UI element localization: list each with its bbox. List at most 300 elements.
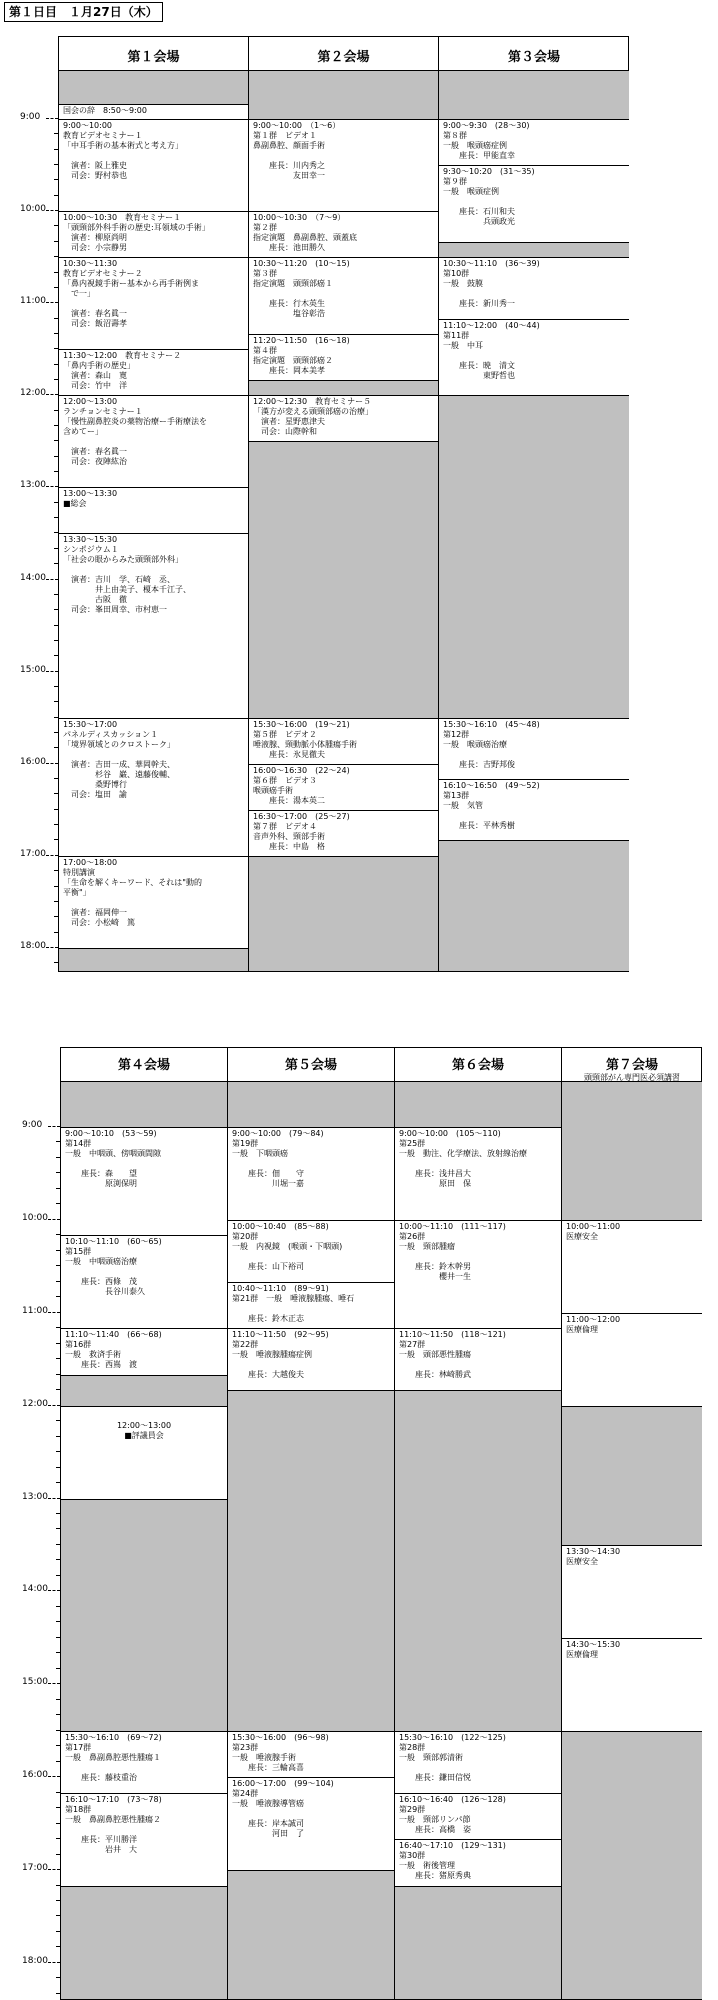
session-block[interactable] bbox=[59, 104, 248, 120]
session-text bbox=[443, 351, 625, 361]
minute-tick bbox=[54, 732, 58, 733]
session-text: 座長：藤枝重治 bbox=[65, 1772, 137, 1782]
minute-tick bbox=[54, 379, 58, 380]
session-text: 一般 中耳 bbox=[443, 340, 483, 350]
session-text: 医療倫理 bbox=[566, 1324, 598, 1334]
session-text: 第４群 bbox=[253, 345, 277, 355]
session-text: 座長：鎌田信悦 bbox=[399, 1772, 471, 1782]
session-text: 座長：川内秀之 bbox=[253, 161, 325, 170]
minute-tick bbox=[54, 870, 58, 871]
session-text: 第29群 bbox=[399, 1804, 426, 1814]
minute-tick bbox=[54, 962, 58, 963]
session-text: 一般 唾液腺手術 bbox=[232, 1752, 296, 1762]
session-block[interactable] bbox=[249, 334, 438, 381]
session-text: 川堀一嘉 bbox=[232, 1179, 304, 1188]
session-text: 演者：森山 寛 bbox=[63, 371, 127, 381]
minute-tick bbox=[56, 1343, 60, 1344]
minute-tick bbox=[54, 886, 58, 887]
session-block[interactable] bbox=[228, 1282, 394, 1329]
session-text: 16:00～16:30 (22～24) bbox=[253, 765, 350, 775]
session-text: 11:20～11:50 (16～18) bbox=[253, 335, 350, 345]
session-text: 11:10～12:00 (40～44) bbox=[443, 320, 540, 330]
session-text: 演者：春名眞一 bbox=[63, 447, 127, 457]
minute-tick bbox=[56, 1931, 60, 1932]
session-block[interactable] bbox=[61, 1406, 227, 1500]
session-text: 9:00～10:00 (105～110) bbox=[399, 1129, 501, 1138]
minute-tick bbox=[56, 1699, 60, 1700]
session-text: 13:30～14:30 bbox=[566, 1546, 621, 1556]
session-block[interactable] bbox=[61, 1731, 227, 1794]
session-text: 「生命を解くキーワード、それは"動的 bbox=[63, 877, 202, 887]
minute-tick bbox=[56, 1544, 60, 1545]
session-text bbox=[65, 1159, 223, 1169]
minute-tick bbox=[56, 1714, 60, 1715]
session-text bbox=[63, 437, 244, 447]
hour-tick bbox=[48, 1219, 60, 1221]
session-text: 演者：阪上雅史 bbox=[63, 161, 127, 170]
venue-column bbox=[562, 1048, 702, 1999]
session-text bbox=[65, 1267, 223, 1277]
session-text: 一般 内視鏡 (喉頭・下咽頭) bbox=[232, 1241, 343, 1251]
minute-tick bbox=[56, 1172, 60, 1173]
minute-tick bbox=[56, 1296, 60, 1297]
session-text: 座長：鈴木正志 bbox=[232, 1313, 304, 1323]
session-text: 12:00～12:30 教育セミナー５ bbox=[253, 397, 372, 407]
session-text: 座長：林崎勝武 bbox=[399, 1370, 471, 1380]
minute-tick bbox=[56, 1358, 60, 1359]
session-text: 含めてー」 bbox=[63, 427, 103, 437]
session-block[interactable] bbox=[59, 257, 248, 350]
session-text: 一般 中咽頭、傍咽頭間隙 bbox=[65, 1149, 161, 1158]
minute-tick bbox=[56, 1374, 60, 1375]
session-text: 一般 唾液腺腫瘍症例 bbox=[232, 1350, 312, 1360]
session-text: 平衡"」 bbox=[63, 887, 91, 897]
venue-column bbox=[61, 1048, 228, 1999]
session-text bbox=[253, 289, 434, 299]
minute-tick bbox=[54, 440, 58, 441]
minute-tick bbox=[56, 1467, 60, 1468]
minute-tick bbox=[56, 1281, 60, 1282]
minute-tick bbox=[56, 1761, 60, 1762]
session-text: 国会の辞 8:50～9:00 bbox=[63, 105, 147, 115]
minute-tick bbox=[54, 256, 58, 257]
session-text: 「中耳手術の基本術式と考え方」 bbox=[63, 141, 183, 150]
session-block[interactable] bbox=[59, 349, 248, 396]
minute-tick bbox=[54, 502, 58, 503]
session-text: 座長：三輪高喜 bbox=[232, 1762, 304, 1772]
session-block[interactable] bbox=[61, 1235, 227, 1329]
session-block[interactable] bbox=[439, 319, 629, 397]
session-block[interactable] bbox=[439, 779, 629, 841]
minute-tick bbox=[54, 594, 58, 595]
minute-tick bbox=[56, 1854, 60, 1855]
session-block[interactable] bbox=[59, 211, 248, 258]
session-text: 第28群 bbox=[399, 1742, 426, 1752]
hour-tick bbox=[48, 1405, 60, 1407]
minute-tick bbox=[54, 348, 58, 349]
session-block[interactable] bbox=[249, 119, 438, 212]
minute-tick bbox=[54, 793, 58, 794]
session-text bbox=[63, 750, 244, 760]
session-block[interactable] bbox=[249, 211, 438, 258]
session-text: 一般 救済手術 bbox=[65, 1350, 121, 1360]
venue-note: 頭頸部がん専門医必須講習 bbox=[584, 1073, 680, 1082]
session-text: 一般 喉頭癌症例 bbox=[443, 141, 507, 150]
session-text: 座長：石川和夫 bbox=[443, 207, 515, 217]
minute-tick bbox=[54, 471, 58, 472]
session-text: 座長：池田勝久 bbox=[253, 243, 325, 253]
time-label: 17:00 bbox=[22, 1863, 48, 1874]
session-text: 演者：星野惠津夫 bbox=[253, 417, 325, 427]
minute-tick bbox=[56, 1420, 60, 1421]
session-text: 第７群 ビデオ４ bbox=[253, 821, 317, 831]
session-text: 長谷川泰久 bbox=[65, 1287, 145, 1297]
session-text: 座長：甲能直幸 bbox=[443, 151, 515, 160]
session-text: 10:00～10:30 （7～9） bbox=[253, 213, 346, 223]
session-text: 「頭頸部外科手術の歴史:耳領域の手術」 bbox=[63, 223, 210, 233]
session-text: 第１群 ビデオ１ bbox=[253, 131, 317, 140]
minute-tick bbox=[54, 932, 58, 933]
session-text: 第23群 bbox=[232, 1742, 259, 1752]
session-block[interactable] bbox=[59, 395, 248, 488]
session-text: 13:00～13:30 bbox=[63, 489, 118, 499]
session-block[interactable] bbox=[61, 1793, 227, 1887]
session-text: 10:00～11:00 bbox=[566, 1221, 621, 1231]
minute-tick bbox=[54, 272, 58, 273]
venue-name: 第７会場 bbox=[605, 1058, 658, 1073]
hour-tick bbox=[46, 302, 58, 304]
session-block[interactable] bbox=[61, 1127, 227, 1236]
session-text: 第20群 bbox=[232, 1231, 259, 1241]
session-text bbox=[63, 151, 244, 161]
minute-tick bbox=[56, 1265, 60, 1266]
session-text: 教育ビデオセミナー２ bbox=[63, 269, 143, 279]
session-block[interactable] bbox=[395, 1839, 561, 1886]
session-text: 第９群 bbox=[443, 177, 467, 187]
session-text: 司会：山際幹和 bbox=[253, 427, 317, 437]
session-text: 座長：西嶌 渡 bbox=[65, 1360, 137, 1370]
session-text: 座長：大越俊夫 bbox=[232, 1370, 304, 1380]
session-text: 座長：新川秀一 bbox=[443, 299, 515, 309]
session-text: 座長：行木英生 bbox=[253, 299, 325, 309]
minute-tick bbox=[56, 1668, 60, 1669]
session-text: 座長：平林秀樹 bbox=[443, 821, 515, 831]
minute-tick bbox=[54, 179, 58, 180]
hour-tick bbox=[48, 1590, 60, 1592]
session-text: 一般 気管 bbox=[443, 801, 483, 811]
minute-tick bbox=[56, 1436, 60, 1437]
session-text: 15:30～16:00 (96～98) bbox=[232, 1732, 329, 1742]
session-text: 14:30～15:30 bbox=[566, 1639, 621, 1649]
minute-tick bbox=[54, 563, 58, 564]
session-text: 第14群 bbox=[65, 1139, 92, 1148]
session-text bbox=[399, 1763, 557, 1773]
session-text: 司会：飯沼壽孝 bbox=[63, 319, 127, 329]
session-text: 一般 頸部リンパ節 bbox=[399, 1814, 471, 1824]
minute-tick bbox=[56, 1885, 60, 1886]
session-text: 第５群 ビデオ２ bbox=[253, 729, 317, 739]
minute-tick bbox=[56, 1745, 60, 1746]
minute-tick bbox=[56, 1327, 60, 1328]
session-text: 10:30～11:20 (10～15) bbox=[253, 259, 350, 269]
venue-header bbox=[395, 1048, 561, 1082]
session-text: 16:40～17:10 (129～131) bbox=[399, 1841, 506, 1851]
session-block[interactable] bbox=[228, 1777, 394, 1871]
session-block[interactable] bbox=[249, 257, 438, 335]
minute-tick bbox=[54, 625, 58, 626]
time-label: 18:00 bbox=[22, 1955, 48, 1966]
minute-tick bbox=[54, 241, 58, 242]
minute-tick bbox=[54, 287, 58, 288]
minute-tick bbox=[54, 916, 58, 917]
session-text bbox=[232, 1159, 390, 1169]
session-block[interactable] bbox=[249, 764, 438, 811]
session-block[interactable] bbox=[249, 395, 438, 442]
minute-tick bbox=[56, 1621, 60, 1622]
session-text: 15:30～17:00 bbox=[63, 719, 118, 729]
session-text: 一般 喉頭癌治療 bbox=[443, 739, 507, 749]
session-text: 原渕保明 bbox=[65, 1179, 137, 1188]
venue-column bbox=[395, 1048, 562, 1999]
venue-name: 第１会場 bbox=[127, 50, 180, 65]
time-label: 10:00 bbox=[20, 204, 46, 215]
session-text: 15:30～16:10 (45～48) bbox=[443, 719, 540, 729]
session-text bbox=[232, 1809, 390, 1819]
session-text: 河田 了 bbox=[232, 1829, 304, 1839]
session-block[interactable] bbox=[59, 718, 248, 857]
session-text: 喉頭癌手術 bbox=[253, 785, 293, 795]
session-text: 医療倫理 bbox=[566, 1649, 598, 1659]
session-text: 12:00～13:00 bbox=[116, 1420, 172, 1430]
session-block[interactable] bbox=[59, 533, 248, 718]
hour-tick bbox=[46, 671, 58, 673]
hour-tick bbox=[46, 210, 58, 212]
minute-tick bbox=[54, 318, 58, 319]
time-label: 13:00 bbox=[20, 480, 46, 491]
session-block[interactable] bbox=[562, 1638, 702, 1732]
session-text: 17:00～18:00 bbox=[63, 857, 118, 867]
session-block[interactable] bbox=[228, 1127, 394, 1221]
session-block[interactable] bbox=[395, 1793, 561, 1840]
session-text: 座長：高橋 姿 bbox=[399, 1824, 471, 1834]
session-text: 10:40～11:10 (89～91) bbox=[232, 1283, 329, 1293]
session-text: 座長：吉野邦俊 bbox=[443, 759, 515, 769]
session-text: 司会：竹中 洋 bbox=[63, 381, 127, 391]
session-text: 「社会の眼からみた頭頸部外科」 bbox=[63, 555, 183, 565]
session-text: 演者：吉川 学、石崎 丞、 bbox=[63, 575, 175, 585]
session-block[interactable] bbox=[59, 856, 248, 949]
session-text: 医療安全 bbox=[566, 1556, 598, 1566]
time-label: 14:00 bbox=[20, 572, 46, 583]
session-text: 第18群 bbox=[65, 1804, 92, 1814]
minute-tick bbox=[54, 548, 58, 549]
hour-tick bbox=[46, 763, 58, 765]
session-text: 一般 動注、化学療法、放射線治療 bbox=[399, 1149, 527, 1158]
session-block[interactable] bbox=[249, 810, 438, 857]
session-text: 第24群 bbox=[232, 1789, 259, 1799]
minute-tick bbox=[54, 717, 58, 718]
session-text: 一般 鼓膜 bbox=[443, 279, 483, 289]
minute-tick bbox=[56, 1993, 60, 1994]
session-text: パネルディスカッション１ bbox=[63, 729, 159, 739]
hour-tick bbox=[48, 1498, 60, 1500]
minute-tick bbox=[54, 333, 58, 334]
session-text: ランチョンセミナー１ bbox=[63, 407, 143, 417]
venue-name: 第４会場 bbox=[117, 1058, 170, 1073]
minute-tick bbox=[56, 1157, 60, 1158]
minute-tick bbox=[54, 747, 58, 748]
session-text: 第21群 一般 唾液腺腫瘍、唾石 bbox=[232, 1293, 355, 1303]
session-block[interactable] bbox=[395, 1220, 561, 1329]
session-block[interactable] bbox=[439, 257, 629, 319]
minute-tick bbox=[56, 1575, 60, 1576]
minute-tick bbox=[54, 839, 58, 840]
session-block[interactable] bbox=[562, 1545, 702, 1639]
day-title: 第１日目 １月27日（木） bbox=[4, 2, 163, 22]
session-block[interactable] bbox=[61, 1328, 227, 1375]
session-block[interactable] bbox=[439, 718, 629, 780]
session-text: 第22群 bbox=[232, 1340, 259, 1350]
hour-tick bbox=[48, 1962, 60, 1964]
session-text: 司会：夜陣紘治 bbox=[63, 457, 127, 467]
session-text: 東野哲也 bbox=[443, 370, 515, 380]
minute-tick bbox=[56, 1451, 60, 1452]
time-label: 18:00 bbox=[20, 940, 46, 951]
session-block[interactable] bbox=[439, 165, 629, 243]
session-block[interactable] bbox=[59, 119, 248, 212]
session-text: 指定演題 鼻副鼻腔、頭蓋底 bbox=[253, 233, 357, 243]
time-label: 11:00 bbox=[20, 296, 46, 307]
session-block[interactable] bbox=[562, 1220, 702, 1314]
session-text: 第10群 bbox=[443, 269, 470, 279]
session-text bbox=[443, 197, 625, 207]
venue-column bbox=[249, 37, 439, 971]
session-text: 9:00～10:00 （1～6） bbox=[253, 121, 341, 130]
session-text: 座長：山下裕司 bbox=[232, 1261, 304, 1271]
session-text: 第15群 bbox=[65, 1247, 92, 1257]
session-block[interactable] bbox=[59, 487, 248, 534]
minute-tick bbox=[56, 1250, 60, 1251]
session-text bbox=[399, 1159, 557, 1169]
session-block[interactable] bbox=[228, 1328, 394, 1391]
session-text: 第11群 bbox=[443, 330, 470, 340]
session-text: 友田幸一 bbox=[253, 171, 325, 180]
minute-tick bbox=[54, 456, 58, 457]
session-text bbox=[443, 811, 625, 821]
session-block[interactable] bbox=[562, 1313, 702, 1407]
session-text bbox=[232, 1304, 390, 1314]
session-text: 第13群 bbox=[443, 791, 470, 801]
session-text: 一般 頸部郭清術 bbox=[399, 1752, 463, 1762]
session-text: 第17群 bbox=[65, 1742, 92, 1752]
session-text: 座長：湯本英二 bbox=[253, 795, 325, 805]
session-text: 座長：岸本誠司 bbox=[232, 1819, 304, 1829]
session-text: 16:10～17:10 (73～78) bbox=[65, 1794, 162, 1804]
session-text: 16:00～17:00 (99～104) bbox=[232, 1779, 334, 1789]
session-text: 司会：峯田周幸、市村恵一 bbox=[63, 605, 167, 615]
session-block[interactable] bbox=[439, 119, 629, 166]
session-text: 11:10～11:50 (118～121) bbox=[399, 1330, 506, 1340]
time-label: 12:00 bbox=[20, 388, 46, 399]
session-text: 第８群 bbox=[443, 131, 467, 140]
hour-tick bbox=[48, 1312, 60, 1314]
session-text: 一般 術後管理 bbox=[399, 1861, 455, 1871]
session-text: 「慢性副鼻腔炎の薬物治療ー手術療法を bbox=[63, 417, 207, 427]
minute-tick bbox=[56, 1838, 60, 1839]
minute-tick bbox=[54, 640, 58, 641]
time-label: 16:00 bbox=[22, 1770, 48, 1781]
session-text bbox=[232, 1360, 390, 1370]
session-block[interactable] bbox=[228, 1220, 394, 1283]
minute-tick bbox=[54, 225, 58, 226]
minute-tick bbox=[54, 686, 58, 687]
minute-tick bbox=[54, 149, 58, 150]
session-text bbox=[63, 565, 244, 575]
session-text bbox=[253, 151, 434, 161]
time-label: 9:00 bbox=[22, 1120, 43, 1130]
hour-tick bbox=[46, 394, 58, 396]
minute-tick bbox=[54, 517, 58, 518]
session-text: 指定演題 頭頸部癌１ bbox=[253, 279, 333, 289]
session-text: 第２群 bbox=[253, 223, 277, 233]
session-text: 座長：森 望 bbox=[65, 1169, 137, 1178]
session-text: 演者：柳原尚明 bbox=[63, 233, 127, 243]
session-text: 12:00～13:00 bbox=[63, 397, 118, 407]
time-label: 13:00 bbox=[22, 1491, 48, 1502]
minute-tick bbox=[54, 164, 58, 165]
time-label: 9:00 bbox=[20, 112, 41, 122]
session-block[interactable] bbox=[395, 1328, 561, 1391]
minute-tick bbox=[56, 1188, 60, 1189]
session-block[interactable] bbox=[395, 1731, 561, 1794]
session-text: 16:10～16:50 (49～52) bbox=[443, 781, 540, 791]
minute-tick bbox=[54, 809, 58, 810]
session-text: 16:30～17:00 (25～27) bbox=[253, 811, 350, 821]
session-text: 第３群 bbox=[253, 269, 277, 279]
venue-header bbox=[59, 37, 248, 71]
venue-name: 第３会場 bbox=[507, 50, 560, 65]
session-text: 一般 頭部悪性腫瘍 bbox=[399, 1350, 471, 1360]
minute-tick bbox=[56, 1141, 60, 1142]
session-text: 司会：小宗静男 bbox=[63, 243, 127, 253]
session-block[interactable] bbox=[395, 1127, 561, 1221]
session-block[interactable] bbox=[249, 718, 438, 765]
venue-column bbox=[59, 37, 249, 971]
time-label: 15:00 bbox=[22, 1677, 48, 1688]
session-text: 特別講演 bbox=[63, 867, 95, 877]
session-text: 10:00～11:10 (111～117) bbox=[399, 1221, 506, 1231]
venue-name: 第６会場 bbox=[451, 1058, 504, 1073]
session-text bbox=[65, 1763, 223, 1773]
session-text: 15:30～16:10 (69～72) bbox=[65, 1732, 162, 1742]
time-label: 17:00 bbox=[20, 848, 46, 859]
session-text: 古阪 徹 bbox=[63, 595, 127, 605]
session-text: 演者：福岡伸一 bbox=[63, 907, 127, 917]
venue-header bbox=[228, 1048, 394, 1082]
minute-tick bbox=[56, 1792, 60, 1793]
session-block[interactable] bbox=[228, 1731, 394, 1778]
minute-tick bbox=[54, 655, 58, 656]
venue-column bbox=[228, 1048, 395, 1999]
session-text: 座長：中島 格 bbox=[253, 841, 325, 851]
session-text: 一般 中咽頭癌治療 bbox=[65, 1257, 137, 1267]
session-text bbox=[63, 299, 244, 309]
session-text bbox=[443, 750, 625, 760]
minute-tick bbox=[54, 532, 58, 533]
session-text bbox=[443, 289, 625, 299]
session-text: 11:30～12:00 教育セミナー２ bbox=[63, 351, 182, 361]
session-text: 15:30～16:00 (19～21) bbox=[253, 719, 350, 729]
